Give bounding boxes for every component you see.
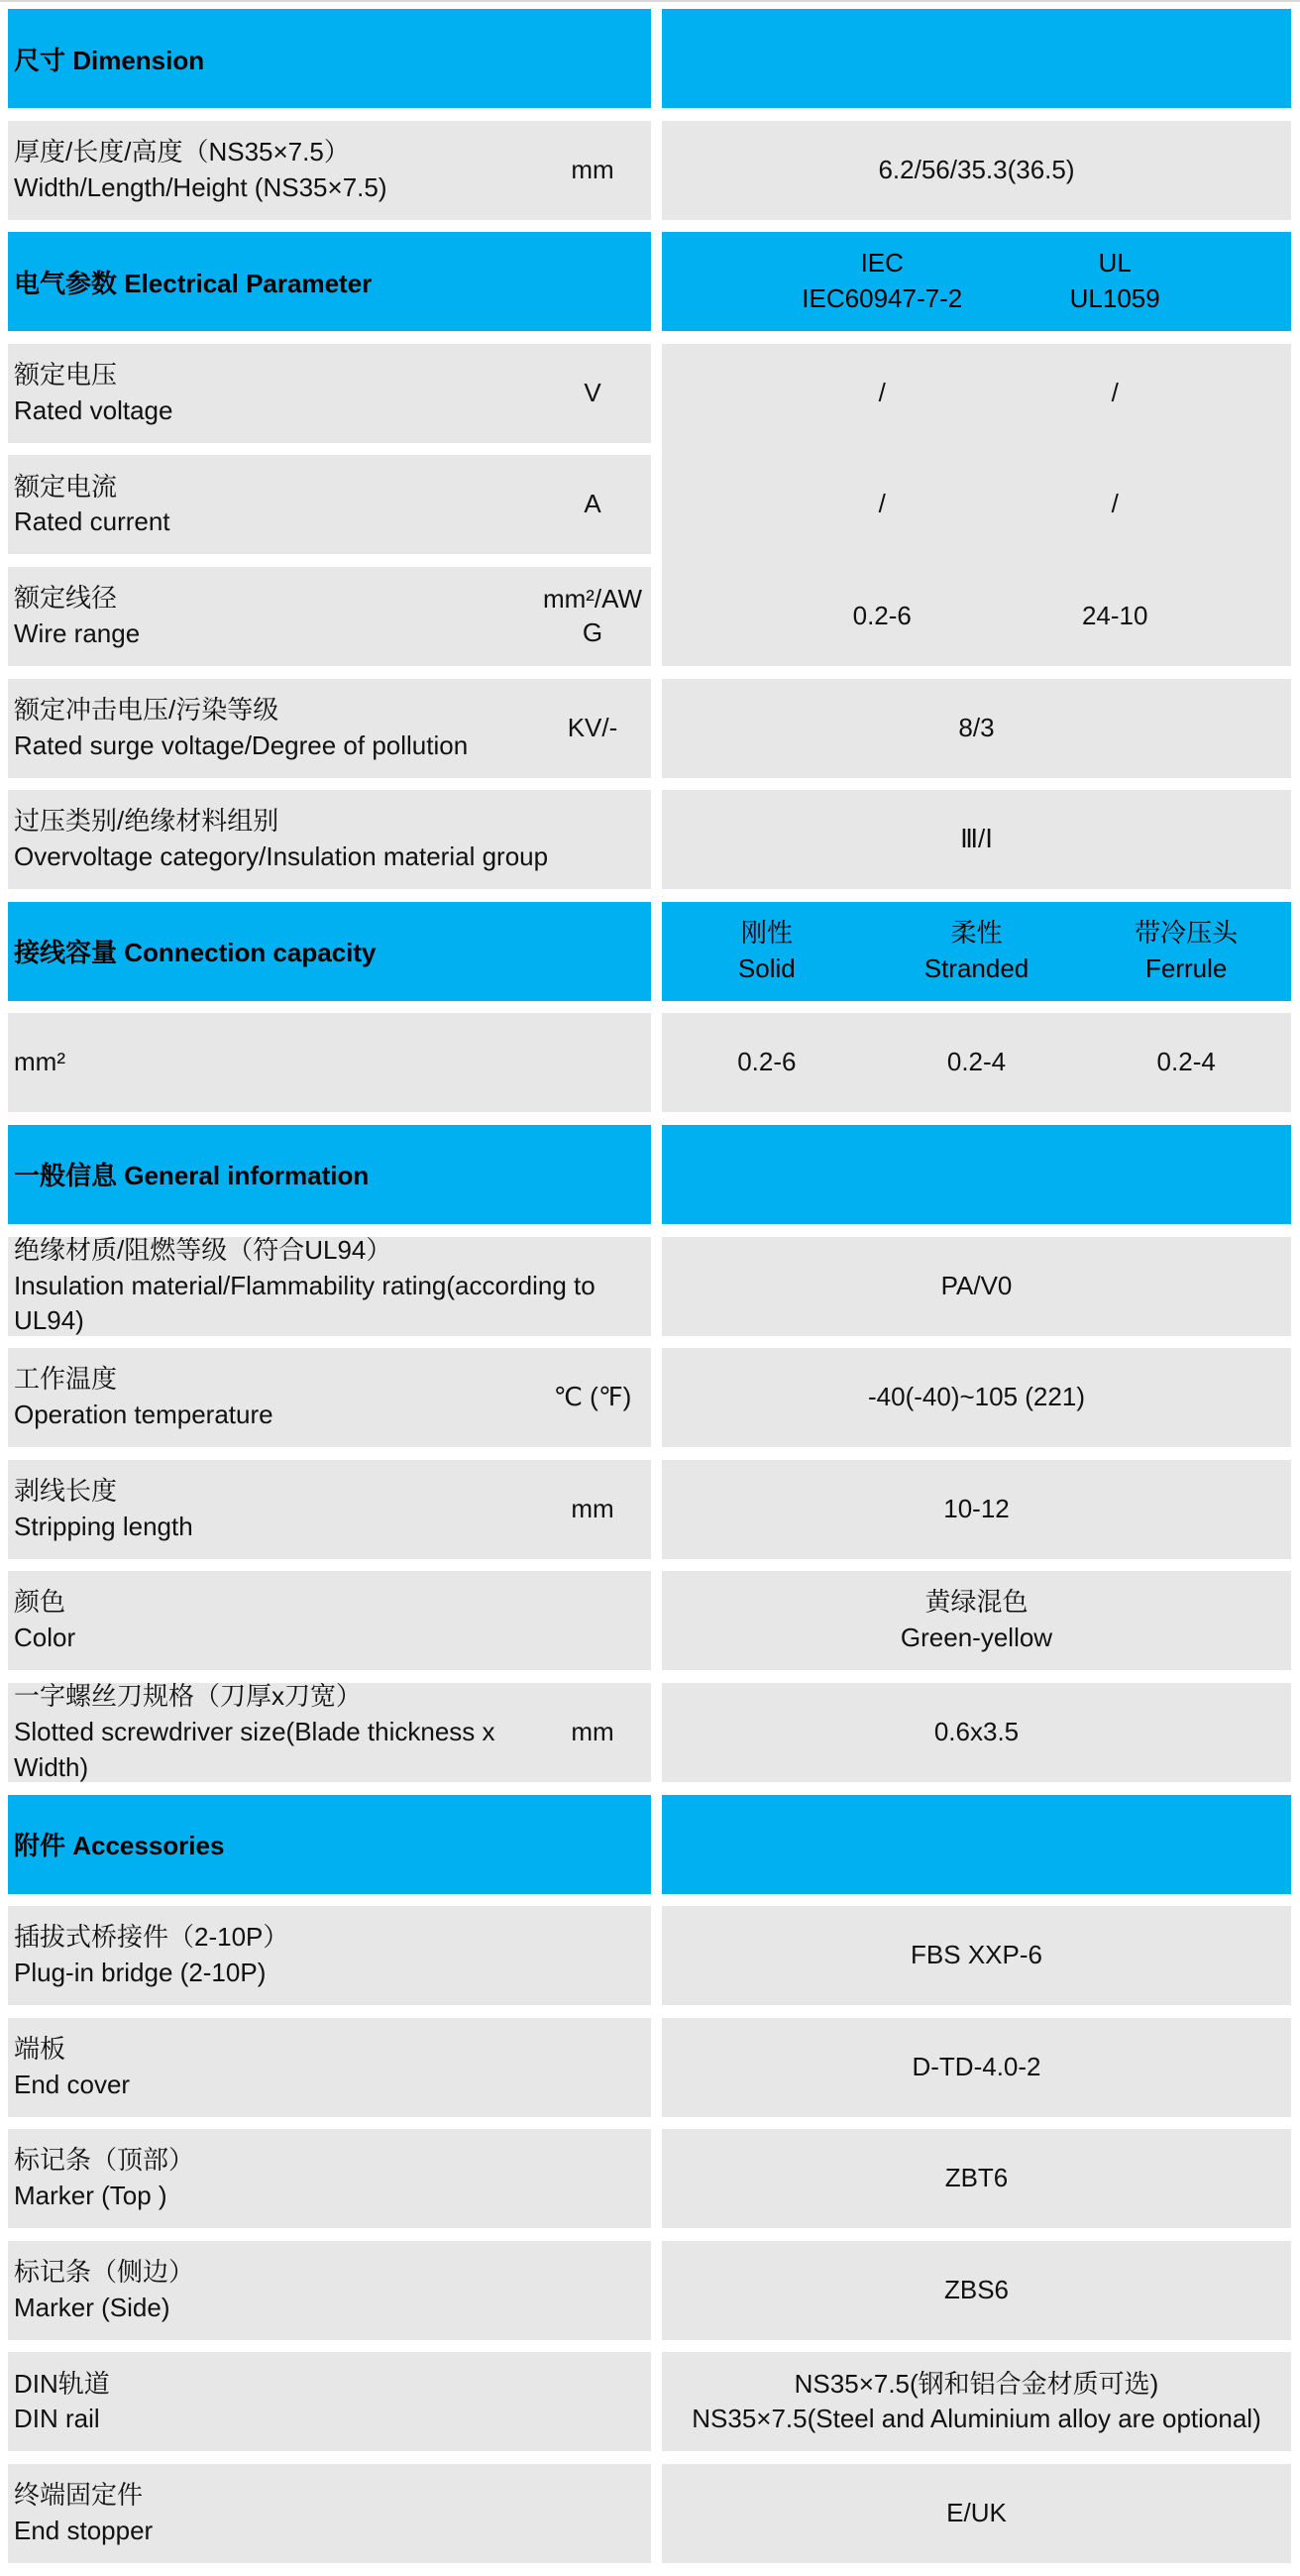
param-label-zh: DIN轨道 <box>14 2368 110 2399</box>
section-header-left <box>8 1795 651 1894</box>
param-label-en: Insulation material/Flammability rating(according to UL94) <box>14 1270 596 1336</box>
param-label-en: Stripping length <box>14 1511 193 1541</box>
column-header-ul <box>1070 246 1160 317</box>
section-header-right <box>662 9 1291 108</box>
param-label <box>8 1585 651 1656</box>
value-subrow <box>662 455 1291 554</box>
section-title: 接线容量 Connection capacity <box>14 938 377 968</box>
value-cell <box>662 790 1291 889</box>
param-label-en: Wire range <box>14 617 141 648</box>
value-cell <box>662 1571 1291 1670</box>
unit-label: mm <box>571 1717 614 1746</box>
param-label <box>8 1920 651 1991</box>
param-label-zh: 标记条（侧边） <box>14 2257 195 2287</box>
param-label-en: Color <box>14 1623 76 1653</box>
section-header-right <box>662 1125 1291 1224</box>
spec-row <box>8 2018 1291 2117</box>
column-header-line2: IEC60947-7-2 <box>802 283 963 314</box>
unit-label: mm <box>571 1493 614 1523</box>
value-cell <box>662 2129 1291 2228</box>
column-header-en: Ferrule <box>1145 952 1228 983</box>
param-cell <box>8 121 651 220</box>
param-label-en: Plug-in bridge (2-10P) <box>14 1958 267 1988</box>
value-ul: / <box>1111 377 1119 407</box>
value-cell <box>662 1237 1291 1336</box>
spec-row <box>8 1683 1291 1782</box>
column-header-en: Stranded <box>923 952 1029 983</box>
electrical-merged-rows <box>8 344 1291 666</box>
value-text-zh: NS35×7.5(钢和铝合金材质可选) <box>794 2368 1159 2399</box>
standard-columns-header <box>662 232 1291 331</box>
value-ul: 24-10 <box>1081 601 1148 631</box>
spec-row <box>8 1348 1291 1447</box>
param-label <box>8 804 651 875</box>
column-header-line1: UL <box>1098 248 1132 279</box>
section-header-row <box>8 1125 1291 1224</box>
value-text-en: Green-yellow <box>900 1623 1053 1653</box>
value-iec: 0.2-6 <box>852 601 912 631</box>
param-label <box>8 2478 651 2549</box>
param-label-zh: 插拔式桥接件（2-10P） <box>14 1922 289 1953</box>
spec-row <box>8 2464 1291 2563</box>
param-cell <box>8 344 651 443</box>
unit-label: V <box>584 377 601 407</box>
column-header-ferrule <box>1081 902 1291 1001</box>
param-label <box>8 2367 651 2438</box>
value-subrow <box>662 567 1291 666</box>
param-label-en: DIN rail <box>14 2404 100 2434</box>
value-text: -40(-40)~105 (221) <box>868 1382 1085 1412</box>
value-cell <box>662 1683 1291 1782</box>
param-label-en: End stopper <box>14 2516 154 2546</box>
value-text: 10-12 <box>943 1493 1010 1523</box>
param-label-en: Marker (Side) <box>14 2292 170 2322</box>
value-iec: / <box>878 377 886 407</box>
param-label <box>8 1233 651 1340</box>
electrical-left-column <box>8 344 651 666</box>
param-cell <box>8 1571 651 1670</box>
value-solid: 0.2-6 <box>737 1047 797 1077</box>
value-text: ZBT6 <box>944 2163 1009 2193</box>
param-cell <box>8 1683 651 1782</box>
param-label <box>8 135 534 206</box>
param-cell <box>8 2018 651 2117</box>
param-label-en: Width/Length/Height (NS35×7.5) <box>14 171 387 202</box>
value-cell <box>662 2241 1291 2340</box>
param-cell <box>8 2129 651 2228</box>
value-subrow <box>662 344 1291 443</box>
capacity-columns-header <box>662 902 1291 1001</box>
param-label <box>8 358 534 429</box>
param-cell <box>8 1460 651 1559</box>
value-cell <box>662 2464 1291 2563</box>
value-text: FBS XXP-6 <box>911 1940 1042 1970</box>
column-header-zh: 带冷压头 <box>1135 917 1239 948</box>
column-header-line1: IEC <box>860 248 904 279</box>
value-ul: / <box>1111 489 1119 519</box>
value-cell <box>662 1348 1291 1447</box>
section-header-right <box>662 1795 1291 1894</box>
param-label-zh: 额定电流 <box>14 471 118 502</box>
value-text: 8/3 <box>958 712 995 742</box>
param-cell <box>8 679 651 778</box>
value-text: 6.2/56/35.3(36.5) <box>878 154 1075 184</box>
value-text: E/UK <box>946 2498 1007 2528</box>
param-label <box>8 1679 534 1786</box>
column-header-solid <box>662 902 872 1001</box>
param-cell <box>8 2464 651 2563</box>
param-label-en: Rated current <box>14 506 170 537</box>
param-label-en: Rated surge voltage/Degree of pollution <box>14 729 469 760</box>
param-cell <box>8 790 651 889</box>
param-label-zh: 剥线长度 <box>14 1475 118 1506</box>
spec-row <box>8 1460 1291 1559</box>
value-text-zh: 黄绿混色 <box>924 1587 1029 1618</box>
param-label-zh: 端板 <box>14 2033 66 2064</box>
unit-label: A <box>584 489 601 519</box>
value-cell <box>662 679 1291 778</box>
param-label <box>8 2143 651 2214</box>
param-label-zh: 额定冲击电压/污染等级 <box>14 694 279 725</box>
section-header-left <box>8 232 651 331</box>
section-title: 尺寸 Dimension <box>14 45 205 75</box>
spec-row <box>8 790 1291 889</box>
param-cell <box>8 2352 651 2451</box>
spec-row <box>8 1571 1291 1670</box>
param-label <box>8 2032 651 2103</box>
section-title: 附件 Accessories <box>14 1831 225 1860</box>
section-header-row <box>8 9 1291 108</box>
spec-row <box>8 2352 1291 2451</box>
param-label-en: Operation temperature <box>14 1400 273 1430</box>
value-stranded: 0.2-4 <box>946 1047 1007 1077</box>
value-cell <box>662 2018 1291 2117</box>
param-label-zh: 标记条（顶部） <box>14 2145 195 2176</box>
column-header-stranded <box>872 902 1082 1001</box>
param-label-zh: mm² <box>14 1047 65 1077</box>
column-header-zh: 刚性 <box>740 917 793 948</box>
param-label-zh: 终端固定件 <box>14 2480 144 2511</box>
param-label <box>8 1362 534 1433</box>
value-cell <box>662 121 1291 220</box>
param-cell <box>8 2241 651 2340</box>
param-label-zh: 工作温度 <box>14 1364 118 1395</box>
param-label-en: End cover <box>14 2069 131 2099</box>
section-header-row <box>8 1795 1291 1894</box>
param-label-en: Rated voltage <box>14 394 173 425</box>
spec-row <box>8 1906 1291 2005</box>
value-iec: / <box>878 489 886 519</box>
value-cell <box>662 1460 1291 1559</box>
spec-row <box>8 1234 1291 1336</box>
param-cell <box>8 1234 651 1336</box>
value-text: Ⅲ/Ⅰ <box>960 824 993 854</box>
param-label-zh: 一字螺丝刀规格（刀厚x刀宽） <box>14 1681 363 1712</box>
unit-label: ℃ (℉) <box>553 1382 632 1412</box>
value-text: D-TD-4.0-2 <box>912 2051 1041 2081</box>
value-text-en: NS35×7.5(Steel and Aluminium alloy are optional) <box>692 2404 1261 2434</box>
param-label-zh: 颜色 <box>14 1587 66 1618</box>
unit-label: KV/- <box>567 712 618 742</box>
column-header-zh: 柔性 <box>950 917 1003 948</box>
param-cell <box>8 1348 651 1447</box>
unit-label: mm <box>571 154 614 184</box>
value-cell <box>662 1906 1291 2005</box>
spec-table <box>8 9 1291 2576</box>
spec-row <box>8 2241 1291 2340</box>
section-header-row <box>8 232 1291 331</box>
column-header-iec <box>802 246 962 317</box>
section-header-left <box>8 9 651 108</box>
top-rule <box>0 0 1300 2</box>
param-label <box>8 1045 651 1080</box>
value-text: 0.6x3.5 <box>933 1716 1020 1746</box>
section-header-row <box>8 902 1291 1001</box>
value-text: PA/V0 <box>940 1270 1013 1300</box>
column-header-line2: UL1059 <box>1069 283 1160 314</box>
param-label-zh: 额定线径 <box>14 583 118 614</box>
param-label-en: Overvoltage category/Insulation material group <box>14 841 549 872</box>
electrical-values-merged-cell <box>662 344 1291 666</box>
param-label <box>8 2255 651 2326</box>
section-title: 电气参数 Electrical Parameter <box>14 268 373 298</box>
spec-row <box>8 2129 1291 2228</box>
column-header-en: Solid <box>737 952 796 983</box>
param-cell <box>8 455 651 554</box>
section-title: 一般信息 General information <box>14 1161 370 1191</box>
param-label-en: Marker (Top ) <box>14 2181 167 2211</box>
spec-row <box>8 1013 1291 1112</box>
unit-label: mm²/AWG <box>542 584 643 647</box>
param-cell <box>8 567 651 666</box>
param-label-zh: 绝缘材质/阻燃等级（符合UL94） <box>14 1234 392 1265</box>
param-label <box>8 693 534 764</box>
param-label-zh: 过压类别/绝缘材料组别 <box>14 806 279 837</box>
spec-row <box>8 679 1291 778</box>
value-ferrule: 0.2-4 <box>1156 1047 1216 1077</box>
param-cell <box>8 1906 651 2005</box>
param-label-zh: 厚度/长度/高度（NS35×7.5） <box>14 136 350 167</box>
param-cell <box>8 1013 651 1112</box>
param-label <box>8 470 534 541</box>
value-text: ZBS6 <box>943 2274 1010 2304</box>
value-cell <box>662 2352 1291 2451</box>
param-label-en: Slotted screwdriver size(Blade thickness x Width) <box>14 1716 495 1782</box>
spec-row <box>8 121 1291 220</box>
param-label <box>8 1474 534 1545</box>
section-header-left <box>8 1125 651 1224</box>
param-label <box>8 581 534 652</box>
section-header-left <box>8 902 651 1001</box>
param-label-zh: 额定电压 <box>14 359 118 390</box>
value-cell <box>662 1013 1291 1112</box>
